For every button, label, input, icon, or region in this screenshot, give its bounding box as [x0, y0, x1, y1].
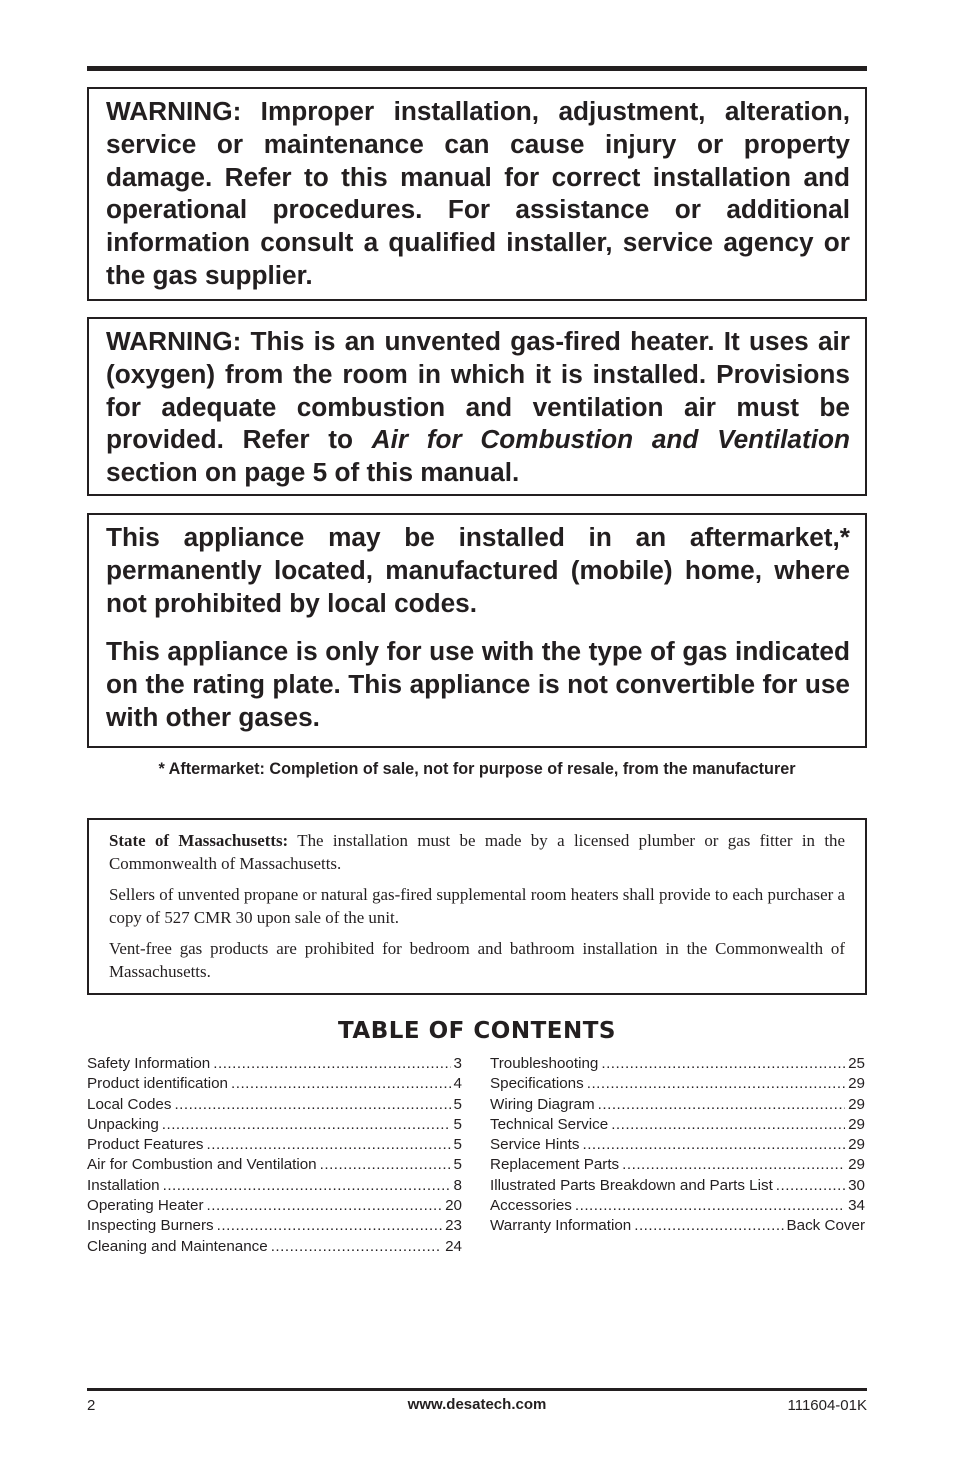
toc-dot-leader — [217, 1216, 442, 1236]
toc-entry-page: 8 — [453, 1176, 462, 1194]
toc-entry-label: Troubleshooting — [490, 1055, 599, 1072]
toc-entry-page: 30 — [848, 1176, 865, 1194]
toc-entry-page: Back Cover — [786, 1217, 865, 1235]
toc-dot-leader — [207, 1135, 451, 1155]
toc-entry-label: Warranty Information — [490, 1217, 632, 1235]
page-number: 2 — [87, 1397, 96, 1414]
toc-dot-leader — [320, 1155, 451, 1175]
toc-entry-label: Safety Information — [87, 1055, 211, 1072]
toc-dot-leader — [162, 1115, 451, 1135]
toc-entry — [87, 1074, 462, 1094]
toc-dot-leader — [207, 1196, 443, 1216]
toc-entry-page: 20 — [445, 1197, 462, 1215]
toc-entry-label: Operating Heater — [87, 1197, 204, 1215]
warning-installation-box — [87, 87, 867, 301]
toc-entry-page: 5 — [453, 1095, 462, 1113]
warning-installation-text: WARNING: Improper installation, adjustment, alteration, service or maintenance can cause injury or property damage. Refer to this manual for correct installation and operational procedures. For assistance or additional information consult a qualified installer, service agency or the gas supplier. — [106, 96, 850, 290]
toc-entry-label: Replacement Parts — [490, 1156, 620, 1174]
toc-entry — [490, 1176, 865, 1196]
bottom-rule — [87, 1388, 867, 1391]
toc-dot-leader — [634, 1216, 783, 1236]
toc-entry-label: Installation — [87, 1176, 160, 1194]
massachusetts-p1-text: The installation must be made by a licensed plumber or gas fitter in the Commonwealth of Massachusetts. — [109, 831, 845, 873]
toc-title: TABLE OF CONTENTS — [338, 1018, 616, 1044]
toc-entry — [87, 1155, 462, 1175]
massachusetts-notice-box — [87, 818, 867, 995]
toc-entry — [490, 1196, 865, 1216]
toc-entry — [490, 1054, 865, 1074]
toc-entry-label: Air for Combustion and Ventilation — [87, 1156, 317, 1174]
toc-entry — [490, 1216, 865, 1236]
website-url: www.desatech.com — [407, 1396, 547, 1413]
toc-entry-page: 29 — [848, 1156, 865, 1174]
toc-entry-page: 25 — [848, 1055, 865, 1072]
toc-entry-page: 5 — [453, 1115, 462, 1133]
toc-dot-leader — [163, 1176, 451, 1196]
toc-entry-page: 4 — [453, 1075, 462, 1093]
warning-unvented-text-end: section on page 5 of this manual. — [106, 457, 520, 488]
toc-entry-label: Accessories — [490, 1197, 572, 1215]
toc-entry — [490, 1155, 865, 1175]
section-reference-link-text: Air for Combustion and Ventilation — [371, 424, 850, 455]
toc-entry-page: 29 — [848, 1075, 865, 1093]
toc-entry-page: 34 — [848, 1197, 865, 1215]
toc-entry-label: Inspecting Burners — [87, 1217, 214, 1235]
massachusetts-heading: State of Massachusetts: — [109, 831, 289, 850]
toc-dot-leader — [587, 1074, 845, 1094]
toc-entry-page: 24 — [445, 1237, 462, 1255]
warning-unvented-box — [87, 317, 867, 496]
toc-dot-leader — [582, 1135, 845, 1155]
toc-entry — [87, 1176, 462, 1196]
toc-entry — [490, 1095, 865, 1115]
massachusetts-paragraph-3: Vent-free gas products are prohibited for bedroom and bathroom installation in the Commonwealth of Massachusetts. — [109, 939, 845, 981]
toc-entry-page: 5 — [453, 1136, 462, 1154]
toc-entry — [490, 1115, 865, 1135]
toc-dot-leader — [213, 1054, 450, 1074]
toc-dot-leader — [622, 1155, 845, 1175]
toc-entry-label: Service Hints — [490, 1136, 580, 1154]
toc-entry-page: 5 — [453, 1156, 462, 1174]
aftermarket-footnote: * Aftermarket: Completion of sale, not for purpose of resale, from the manufacturer — [158, 760, 796, 778]
toc-entry-page: 3 — [453, 1055, 462, 1072]
toc-dot-leader — [231, 1074, 451, 1094]
toc-entry-page: 29 — [848, 1115, 865, 1133]
toc-entry — [87, 1115, 462, 1135]
warning-unvented-text — [106, 325, 850, 489]
gas-type-notice: This appliance is only for use with the type of gas indicated on the rating plate. This appliance is not convertible for use with other gases. — [106, 636, 850, 732]
toc-dot-leader — [174, 1095, 450, 1115]
warning-unvented-text-start: WARNING: This is an unvented gas-fired heater. It uses air (oxygen) from the room in which it is installed. Provisions for adequate combustion and ventilation air must be provided. Refer to — [106, 326, 850, 455]
toc-entry — [87, 1135, 462, 1155]
toc-left-column — [87, 1054, 462, 1257]
toc-entry-page: 23 — [445, 1217, 462, 1235]
document-code: 111604-01K — [787, 1397, 867, 1414]
toc-dot-leader — [776, 1176, 845, 1196]
mobile-home-notice: This appliance may be installed in an aftermarket,* permanently located, manufactured (mobile) home, where not prohibited by local codes. — [106, 522, 850, 618]
toc-dot-leader — [611, 1115, 845, 1135]
toc-entry-label: Product Features — [87, 1136, 204, 1154]
toc-entry-label: Product identification — [87, 1075, 228, 1093]
toc-dot-leader — [601, 1054, 845, 1074]
toc-entry — [87, 1216, 462, 1236]
toc-entry-label: Illustrated Parts Breakdown and Parts List — [490, 1176, 773, 1194]
toc-entry — [490, 1135, 865, 1155]
toc-dot-leader — [598, 1095, 845, 1115]
top-rule — [87, 66, 867, 71]
toc-entry — [87, 1095, 462, 1115]
toc-dot-leader — [271, 1237, 442, 1257]
massachusetts-paragraph-2: Sellers of unvented propane or natural gas-fired supplemental room heaters shall provide to each purchaser a copy of 527 CMR 30 upon sale of the unit. — [109, 885, 845, 927]
toc-entry-label: Specifications — [490, 1075, 584, 1093]
toc-entry-label: Wiring Diagram — [490, 1095, 595, 1113]
toc-entry — [87, 1196, 462, 1216]
toc-entry-label: Technical Service — [490, 1115, 609, 1133]
toc-entry — [87, 1237, 462, 1257]
appliance-notice-box — [87, 513, 867, 748]
massachusetts-paragraph-1 — [109, 829, 845, 875]
toc-entry-page: 29 — [848, 1136, 865, 1154]
toc-right-column — [490, 1054, 865, 1237]
toc-entry — [490, 1074, 865, 1094]
toc-entry-label: Cleaning and Maintenance — [87, 1237, 268, 1255]
toc-entry-label: Unpacking — [87, 1115, 159, 1133]
toc-entry-page: 29 — [848, 1095, 865, 1113]
toc-entry-label: Local Codes — [87, 1095, 172, 1113]
toc-dot-leader — [575, 1196, 845, 1216]
toc-entry — [87, 1054, 462, 1074]
